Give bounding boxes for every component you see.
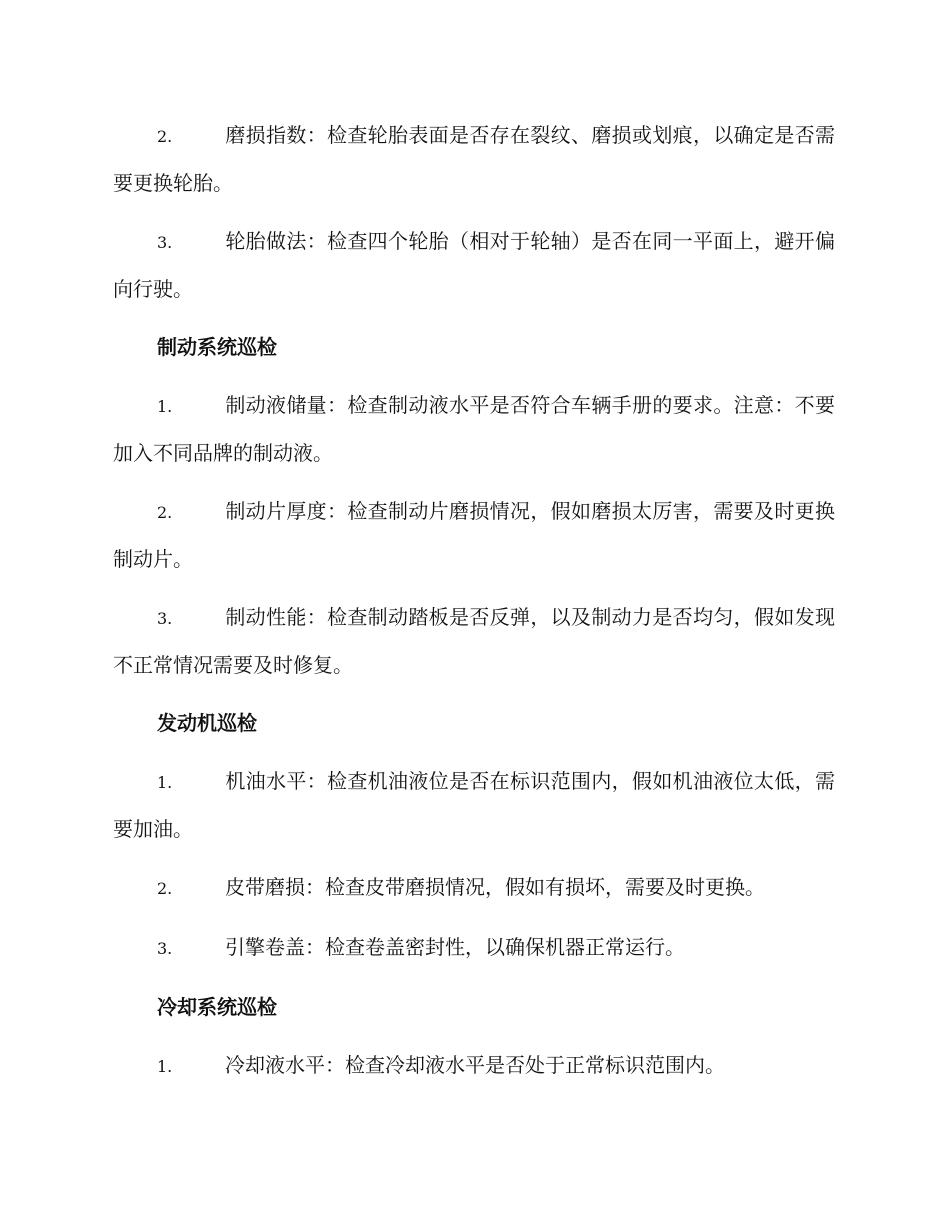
- list-item: [113, 758, 835, 852]
- section-heading-cooling: 冷却系统巡检: [157, 995, 277, 1019]
- list-text: 冷却液水平：检查冷却液水平是否处于正常标识范围内。: [225, 1053, 725, 1077]
- list-number: 2.: [157, 503, 173, 522]
- list-text: 轮胎做法：检查四个轮胎（相对于轮轴）是否在同一平面上，避开偏向行驶。: [113, 229, 835, 301]
- list-number: 3.: [157, 609, 173, 628]
- list-text: 制动片厚度：检查制动片磨损情况，假如磨损太厉害，需要及时更换制动片。: [113, 499, 835, 571]
- list-item: [113, 594, 835, 688]
- list-number: 2.: [157, 879, 173, 898]
- list-item: [113, 488, 835, 582]
- list-number: 2.: [157, 127, 173, 146]
- list-item: [113, 864, 835, 912]
- list-number: 1.: [157, 773, 173, 792]
- section-heading-brake: 制动系统巡检: [157, 335, 277, 359]
- list-text: 引擎卷盖：检查卷盖密封性，以确保机器正常运行。: [225, 935, 685, 959]
- list-number: 1.: [157, 1057, 173, 1076]
- list-item: [113, 382, 835, 476]
- list-text: 制动性能：检查制动踏板是否反弹，以及制动力是否均匀，假如发现不正常情况需要及时修复。: [113, 605, 835, 677]
- list-item: [113, 1042, 835, 1090]
- list-number: 3.: [157, 939, 173, 958]
- document-page: [113, 112, 835, 1102]
- list-item: [113, 924, 835, 972]
- list-text: 磨损指数：检查轮胎表面是否存在裂纹、磨损或划痕，以确定是否需要更换轮胎。: [113, 123, 835, 195]
- list-item: [113, 218, 835, 312]
- list-text: 机油水平：检查机油液位是否在标识范围内，假如机油液位太低，需要加油。: [113, 769, 835, 841]
- list-text: 制动液储量：检查制动液水平是否符合车辆手册的要求。注意：不要加入不同品牌的制动液。: [113, 393, 835, 465]
- list-number: 3.: [157, 233, 173, 252]
- list-text: 皮带磨损：检查皮带磨损情况，假如有损坏，需要及时更换。: [225, 875, 765, 899]
- list-item: [113, 112, 835, 206]
- list-number: 1.: [157, 397, 173, 416]
- section-heading-engine: 发动机巡检: [157, 711, 257, 735]
